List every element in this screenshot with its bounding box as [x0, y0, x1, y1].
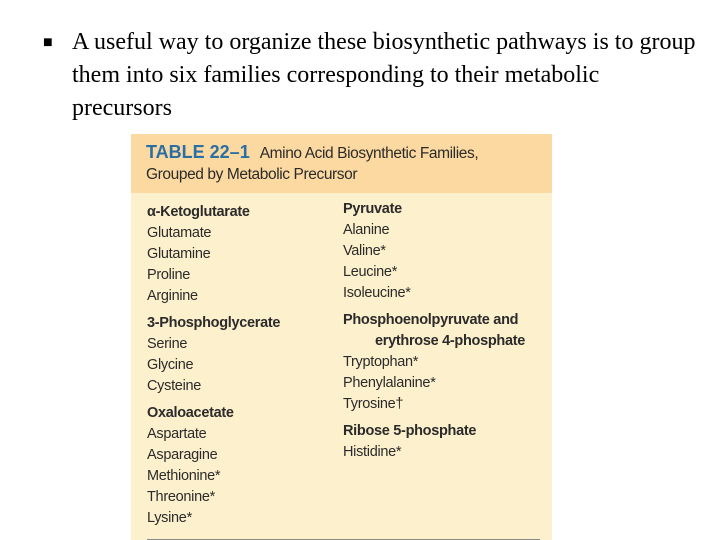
group-header: α-Ketoglutarate	[147, 204, 250, 220]
amino-acid-item: Methionine*	[147, 468, 221, 484]
table-number: TABLE 22–1	[146, 142, 250, 162]
amino-acid-item: Glutamate	[147, 225, 212, 241]
amino-acid-item: Histidine*	[343, 444, 402, 460]
group-header: Ribose 5-phosphate	[343, 423, 477, 439]
group-header: Oxaloacetate	[147, 405, 234, 421]
square-bullet-icon: ■	[43, 34, 53, 51]
amino-acid-item: Phenylalanine*	[343, 375, 436, 391]
amino-acid-item: Tyrosine†	[343, 396, 404, 412]
amino-acid-table	[131, 134, 552, 540]
table-header	[131, 134, 552, 193]
amino-acid-item: Cysteine	[147, 378, 202, 394]
precursor-group	[147, 403, 280, 529]
amino-acid-item: Proline	[147, 267, 191, 283]
amino-acid-item: Aspartate	[147, 426, 207, 442]
group-header: Phosphoenolpyruvate and	[343, 312, 519, 328]
left-column	[147, 202, 280, 535]
amino-acid-item: Tryptophan*	[343, 354, 419, 370]
amino-acid-item: Arginine	[147, 288, 198, 304]
precursor-group	[343, 199, 525, 304]
amino-acid-item: Serine	[147, 336, 188, 352]
bullet-point	[43, 26, 703, 125]
group-header: Pyruvate	[343, 201, 402, 217]
amino-acid-item: Isoleucine*	[343, 285, 411, 301]
amino-acid-item: Asparagine	[147, 447, 218, 463]
bullet-text: A useful way to organize these biosynthetic pathways is to group them into six families corresponding to their metabolic precursors	[72, 29, 696, 121]
amino-acid-item: Valine*	[343, 243, 386, 259]
precursor-group	[343, 421, 525, 463]
table-title-line1: Amino Acid Biosynthetic Families,	[259, 145, 479, 162]
amino-acid-item: Lysine*	[147, 510, 192, 526]
precursor-group	[147, 202, 280, 307]
group-header: 3-Phosphoglycerate	[147, 315, 281, 331]
right-column	[343, 199, 525, 469]
amino-acid-item: Glycine	[147, 357, 194, 373]
group-header-cont: erythrose 4-phosphate	[375, 333, 526, 349]
amino-acid-item: Threonine*	[147, 489, 215, 505]
table-title-line2: Grouped by Metabolic Precursor	[146, 166, 358, 183]
amino-acid-item: Glutamine	[147, 246, 211, 262]
amino-acid-item: Leucine*	[343, 264, 398, 280]
amino-acid-item: Alanine	[343, 222, 390, 238]
precursor-group	[343, 310, 525, 415]
precursor-group	[147, 313, 280, 397]
